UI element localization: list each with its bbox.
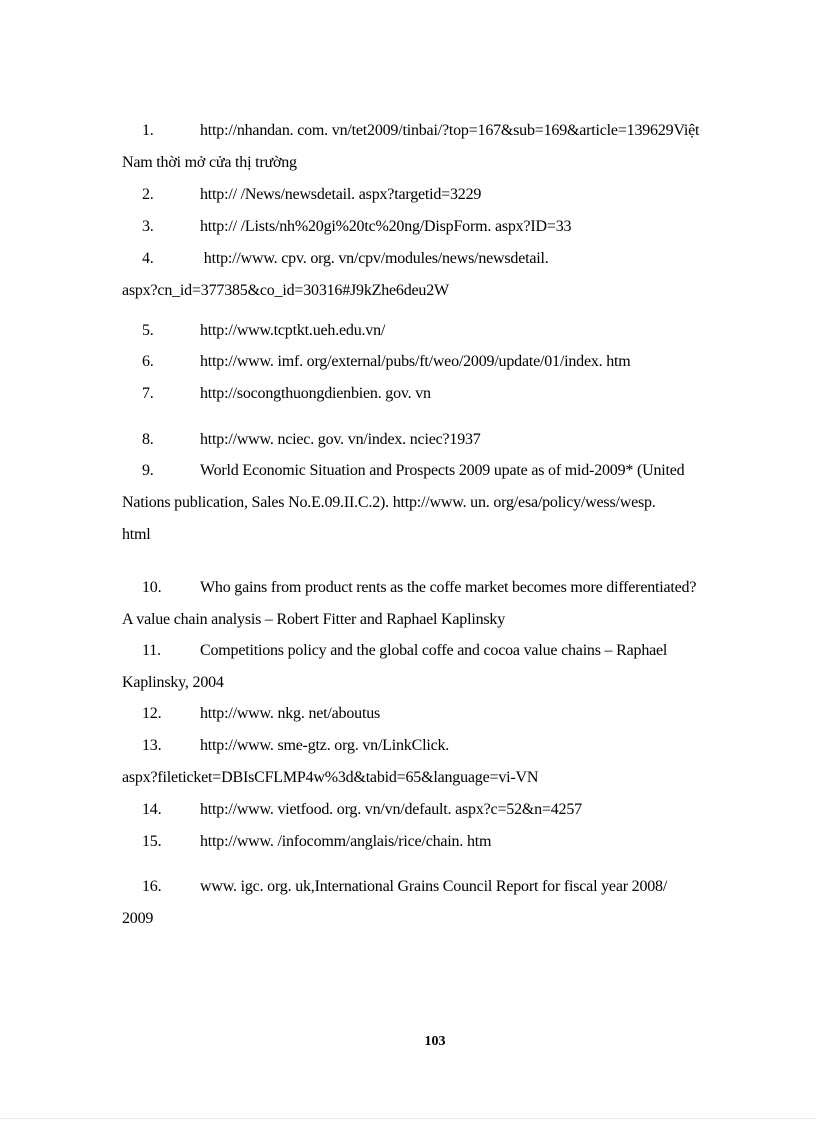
reference-text: http://www. nciec. gov. vn/index. nciec?1937 xyxy=(200,431,481,448)
reference-text-continued: aspx?fileticket=DBIsCFLMP4w%3d&tabid=65&language=vi-VN xyxy=(122,769,539,786)
reference-number: 3. xyxy=(142,218,154,235)
reference-number: 1. xyxy=(142,122,154,139)
reference-number: 14. xyxy=(142,801,162,818)
reference-number: 2. xyxy=(142,186,154,203)
reference-text: http://www. nkg. net/aboutus xyxy=(200,705,381,722)
reference-item-8 xyxy=(122,424,742,456)
reference-number: 8. xyxy=(142,431,154,448)
reference-item-9 xyxy=(122,455,742,551)
reference-item-2 xyxy=(122,179,742,211)
reference-item-1 xyxy=(122,115,742,179)
reference-number: 12. xyxy=(142,705,162,722)
reference-number: 13. xyxy=(142,737,162,754)
reference-item-14 xyxy=(122,794,742,826)
reference-item-6 xyxy=(122,346,742,378)
reference-item-5 xyxy=(122,315,742,347)
reference-text: http://www. vietfood. org. vn/vn/default. aspx?c=52&n=4257 xyxy=(200,801,582,818)
reference-text: http://www. /infocomm/anglais/rice/chain. htm xyxy=(200,833,492,850)
reference-number: 10. xyxy=(142,579,162,596)
reference-text-continued: html xyxy=(122,526,151,543)
reference-text-continued: Nam thời mở cửa thị trường xyxy=(122,154,297,171)
reference-text: http:// /News/newsdetail. aspx?targetid=3229 xyxy=(200,186,482,203)
reference-text: http://www. imf. org/external/pubs/ft/weo/2009/update/01/index. htm xyxy=(200,353,631,370)
reference-number: 4. xyxy=(142,250,154,267)
reference-number: 11. xyxy=(142,642,161,659)
reference-text: http://www.tcptkt.ueh.edu.vn/ xyxy=(200,322,386,339)
reference-item-3 xyxy=(122,211,742,243)
reference-item-13 xyxy=(122,730,742,794)
reference-number: 5. xyxy=(142,322,154,339)
page-number: 103 xyxy=(424,1034,446,1049)
reference-text: http://www. cpv. org. vn/cpv/modules/news/newsdetail. xyxy=(200,250,549,267)
reference-number: 7. xyxy=(142,385,154,402)
reference-item-15 xyxy=(122,826,742,858)
reference-number: 6. xyxy=(142,353,154,370)
reference-item-7 xyxy=(122,378,742,410)
reference-item-11 xyxy=(122,635,742,699)
reference-text-continued: A value chain analysis – Robert Fitter and Raphael Kaplinsky xyxy=(122,611,506,628)
reference-text-continued: aspx?cn_id=377385&co_id=30316#J9kZhe6deu2W xyxy=(122,282,449,299)
reference-text-continued: Kaplinsky, 2004 xyxy=(122,674,224,691)
reference-text-continued: 2009 xyxy=(122,910,154,927)
reference-text: http://www. sme-gtz. org. vn/LinkClick. xyxy=(200,737,450,754)
reference-number: 16. xyxy=(142,878,162,895)
page-bottom-edge xyxy=(0,1118,816,1119)
reference-text: http://nhandan. com. vn/tet2009/tinbai/?top=167&sub=169&article=139629Việt xyxy=(200,122,700,139)
reference-item-4 xyxy=(122,243,742,307)
reference-text: World Economic Situation and Prospects 2009 upate as of mid-2009* (United xyxy=(200,462,685,479)
reference-text: http://socongthuongdienbien. gov. vn xyxy=(200,385,431,402)
reference-text-continued: Nations publication, Sales No.E.09.II.C.2). http://www. un. org/esa/policy/wess/wesp. xyxy=(122,494,656,511)
reference-number: 15. xyxy=(142,833,162,850)
reference-text: www. igc. org. uk,International Grains Council Report for fiscal year 2008/ xyxy=(200,878,668,895)
reference-item-12 xyxy=(122,698,742,730)
reference-text: http:// /Lists/nh%20gi%20tc%20ng/DispForm. aspx?ID=33 xyxy=(200,218,572,235)
reference-number: 9. xyxy=(142,462,154,479)
reference-text: Who gains from product rents as the coffe market becomes more differentiated? xyxy=(200,579,697,596)
reference-item-10 xyxy=(122,572,742,636)
reference-text: Competitions policy and the global coffe and cocoa value chains – Raphael xyxy=(200,642,668,659)
reference-item-16 xyxy=(122,871,742,935)
